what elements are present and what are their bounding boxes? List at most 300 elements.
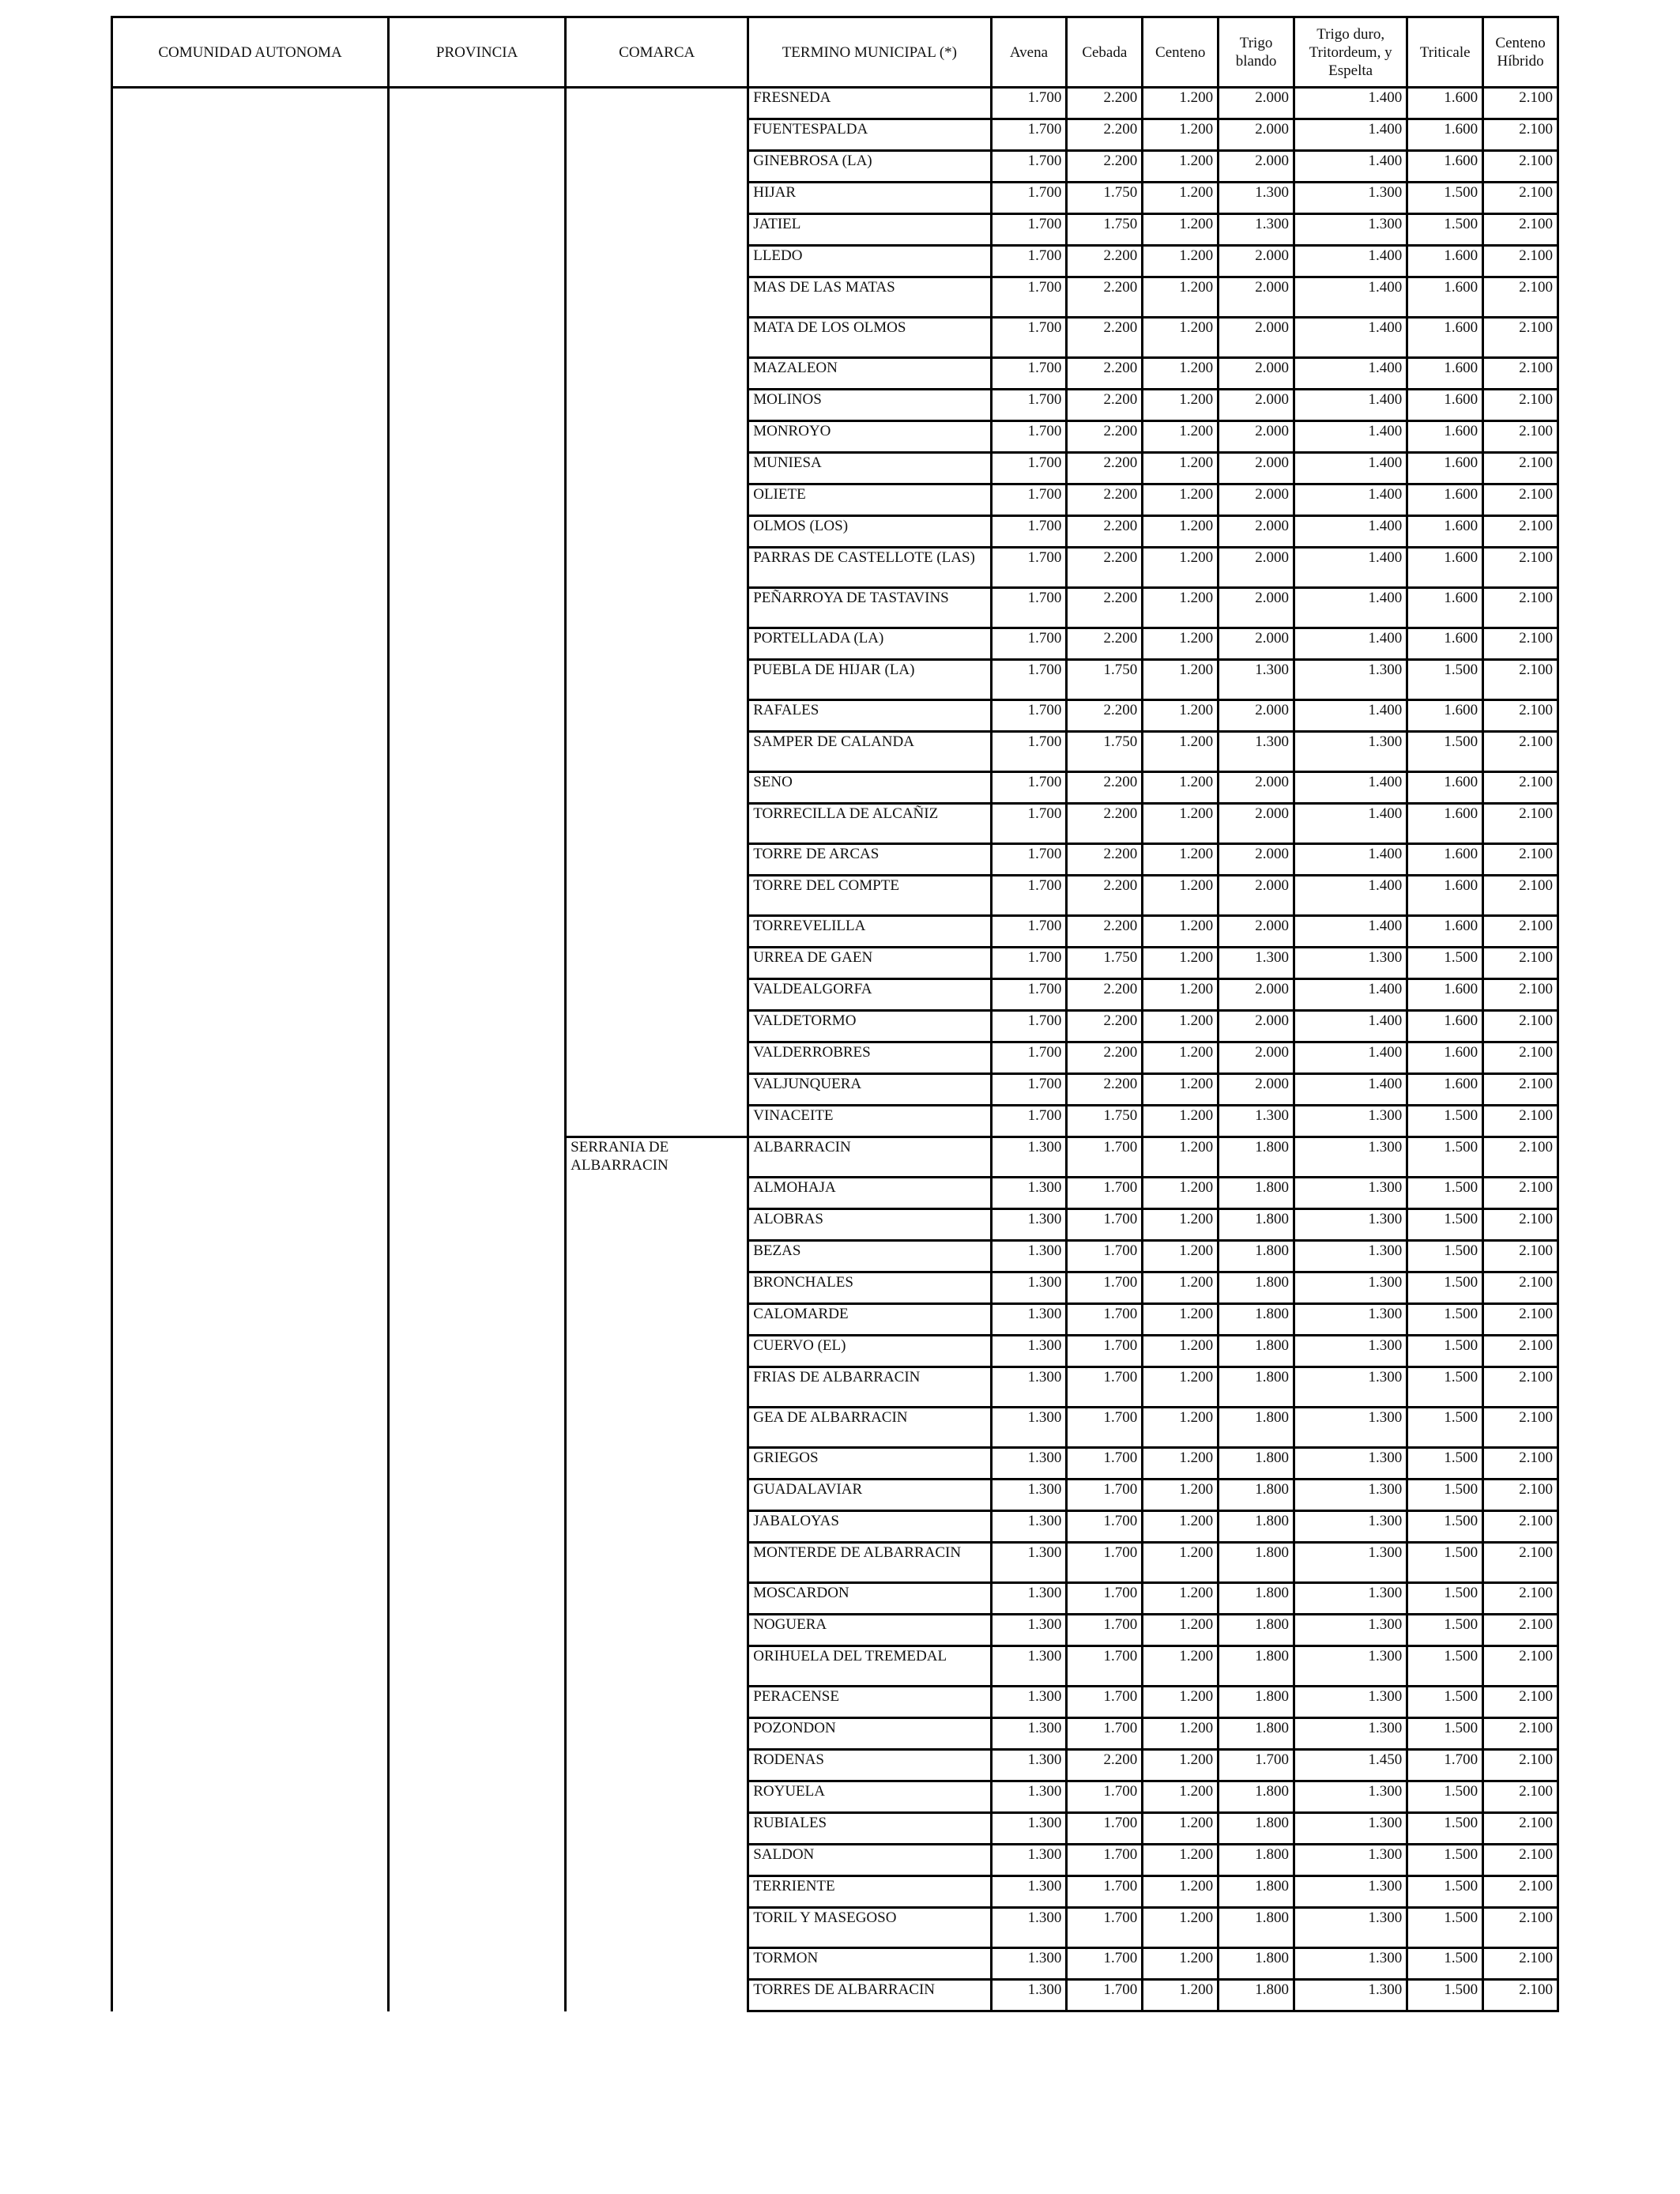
cebada-cell: 1.700: [1067, 1876, 1143, 1908]
municipio-cell: ALOBRAS: [748, 1209, 991, 1241]
centeno-hibrido-cell: 2.100: [1483, 772, 1558, 804]
trigo-duro-cell: 1.300: [1294, 948, 1407, 979]
centeno-hibrido-cell: 2.100: [1483, 183, 1558, 214]
trigo-blando-cell: 2.000: [1219, 516, 1294, 548]
municipio-cell: MUNIESA: [748, 453, 991, 484]
comarca-cell: SERRANIA DE ALBARRACIN: [566, 1137, 748, 2011]
centeno-cell: 1.200: [1143, 119, 1219, 151]
cebada-cell: 2.200: [1067, 979, 1143, 1011]
centeno-cell: 1.200: [1143, 548, 1219, 588]
centeno-cell: 1.200: [1143, 1908, 1219, 1948]
trigo-duro-cell: 1.300: [1294, 1583, 1407, 1615]
header-avena: Avena: [991, 17, 1067, 88]
centeno-hibrido-cell: 2.100: [1483, 1687, 1558, 1718]
triticale-cell: 1.500: [1407, 660, 1483, 700]
cebada-cell: 2.200: [1067, 516, 1143, 548]
trigo-blando-cell: 1.800: [1219, 1241, 1294, 1272]
cebada-cell: 2.200: [1067, 1042, 1143, 1074]
trigo-blando-cell: 2.000: [1219, 700, 1294, 732]
trigo-duro-cell: 1.400: [1294, 318, 1407, 358]
triticale-cell: 1.500: [1407, 1408, 1483, 1448]
triticale-cell: 1.500: [1407, 1980, 1483, 2011]
trigo-blando-cell: 1.800: [1219, 1367, 1294, 1408]
avena-cell: 1.700: [991, 772, 1067, 804]
cebada-cell: 1.700: [1067, 1480, 1143, 1511]
triticale-cell: 1.600: [1407, 390, 1483, 421]
cebada-cell: 1.700: [1067, 1781, 1143, 1813]
triticale-cell: 1.500: [1407, 1615, 1483, 1646]
centeno-cell: 1.200: [1143, 1543, 1219, 1583]
triticale-cell: 1.600: [1407, 588, 1483, 628]
centeno-hibrido-cell: 2.100: [1483, 916, 1558, 948]
centeno-hibrido-cell: 2.100: [1483, 318, 1558, 358]
cebada-cell: 1.700: [1067, 1367, 1143, 1408]
trigo-blando-cell: 2.000: [1219, 453, 1294, 484]
avena-cell: 1.300: [991, 1750, 1067, 1781]
trigo-blando-cell: 2.000: [1219, 548, 1294, 588]
municipio-cell: GINEBROSA (LA): [748, 151, 991, 183]
centeno-hibrido-cell: 2.100: [1483, 1511, 1558, 1543]
municipio-cell: TORREVELILLA: [748, 916, 991, 948]
centeno-hibrido-cell: 2.100: [1483, 1137, 1558, 1178]
centeno-cell: 1.200: [1143, 1304, 1219, 1336]
trigo-blando-cell: 2.000: [1219, 804, 1294, 844]
trigo-blando-cell: 2.000: [1219, 876, 1294, 916]
trigo-blando-cell: 1.800: [1219, 1687, 1294, 1718]
municipio-cell: FRESNEDA: [748, 88, 991, 119]
centeno-hibrido-cell: 2.100: [1483, 1272, 1558, 1304]
centeno-hibrido-cell: 2.100: [1483, 1241, 1558, 1272]
municipio-cell: POZONDON: [748, 1718, 991, 1750]
centeno-hibrido-cell: 2.100: [1483, 1646, 1558, 1687]
avena-cell: 1.700: [991, 1106, 1067, 1137]
municipio-cell: GUADALAVIAR: [748, 1480, 991, 1511]
cebada-cell: 1.700: [1067, 1336, 1143, 1367]
avena-cell: 1.300: [991, 1543, 1067, 1583]
avena-cell: 1.300: [991, 1980, 1067, 2011]
municipio-cell: RAFALES: [748, 700, 991, 732]
triticale-cell: 1.500: [1407, 1336, 1483, 1367]
centeno-hibrido-cell: 2.100: [1483, 1178, 1558, 1209]
trigo-blando-cell: 2.000: [1219, 588, 1294, 628]
avena-cell: 1.700: [991, 183, 1067, 214]
centeno-cell: 1.200: [1143, 453, 1219, 484]
centeno-cell: 1.200: [1143, 1209, 1219, 1241]
trigo-blando-cell: 2.000: [1219, 421, 1294, 453]
centeno-cell: 1.200: [1143, 1813, 1219, 1845]
trigo-duro-cell: 1.400: [1294, 844, 1407, 876]
centeno-cell: 1.200: [1143, 1948, 1219, 1980]
triticale-cell: 1.600: [1407, 246, 1483, 277]
trigo-blando-cell: 1.800: [1219, 1908, 1294, 1948]
centeno-cell: 1.200: [1143, 876, 1219, 916]
triticale-cell: 1.600: [1407, 1074, 1483, 1106]
trigo-duro-cell: 1.400: [1294, 1074, 1407, 1106]
avena-cell: 1.300: [991, 1615, 1067, 1646]
triticale-cell: 1.500: [1407, 1137, 1483, 1178]
trigo-duro-cell: 1.300: [1294, 1908, 1407, 1948]
centeno-hibrido-cell: 2.100: [1483, 1336, 1558, 1367]
triticale-cell: 1.500: [1407, 1781, 1483, 1813]
municipio-cell: BRONCHALES: [748, 1272, 991, 1304]
triticale-cell: 1.500: [1407, 1908, 1483, 1948]
cebada-cell: 1.700: [1067, 1813, 1143, 1845]
trigo-blando-cell: 1.800: [1219, 1209, 1294, 1241]
triticale-cell: 1.500: [1407, 732, 1483, 772]
header-comunidad: COMUNIDAD AUTONOMA: [112, 17, 389, 88]
cebada-cell: 1.700: [1067, 1615, 1143, 1646]
comunidad-cell: [112, 88, 389, 2011]
trigo-blando-cell: 2.000: [1219, 1074, 1294, 1106]
triticale-cell: 1.600: [1407, 876, 1483, 916]
triticale-cell: 1.500: [1407, 1209, 1483, 1241]
centeno-cell: 1.200: [1143, 660, 1219, 700]
centeno-hibrido-cell: 2.100: [1483, 453, 1558, 484]
cebada-cell: 2.200: [1067, 277, 1143, 318]
trigo-blando-cell: 1.800: [1219, 1980, 1294, 2011]
municipio-cell: RODENAS: [748, 1750, 991, 1781]
municipio-cell: TORRECILLA DE ALCAÑIZ: [748, 804, 991, 844]
avena-cell: 1.300: [991, 1687, 1067, 1718]
trigo-blando-cell: 2.000: [1219, 246, 1294, 277]
trigo-blando-cell: 1.800: [1219, 1272, 1294, 1304]
cebada-cell: 2.200: [1067, 484, 1143, 516]
centeno-cell: 1.200: [1143, 1367, 1219, 1408]
yield-table: [111, 16, 1559, 2012]
provincia-cell: [389, 88, 566, 2011]
centeno-hibrido-cell: 2.100: [1483, 1813, 1558, 1845]
trigo-duro-cell: 1.300: [1294, 660, 1407, 700]
trigo-blando-cell: 1.800: [1219, 1448, 1294, 1480]
centeno-cell: 1.200: [1143, 1336, 1219, 1367]
triticale-cell: 1.500: [1407, 1876, 1483, 1908]
trigo-blando-cell: 2.000: [1219, 1011, 1294, 1042]
centeno-cell: 1.200: [1143, 948, 1219, 979]
trigo-duro-cell: 1.300: [1294, 1980, 1407, 2011]
triticale-cell: 1.500: [1407, 1718, 1483, 1750]
cebada-cell: 1.700: [1067, 1948, 1143, 1980]
trigo-duro-cell: 1.400: [1294, 390, 1407, 421]
centeno-hibrido-cell: 2.100: [1483, 1750, 1558, 1781]
trigo-blando-cell: 2.000: [1219, 390, 1294, 421]
centeno-cell: 1.200: [1143, 1408, 1219, 1448]
centeno-cell: 1.200: [1143, 1137, 1219, 1178]
cebada-cell: 2.200: [1067, 358, 1143, 390]
trigo-duro-cell: 1.300: [1294, 1241, 1407, 1272]
centeno-cell: 1.200: [1143, 277, 1219, 318]
avena-cell: 1.700: [991, 844, 1067, 876]
triticale-cell: 1.600: [1407, 1042, 1483, 1074]
centeno-hibrido-cell: 2.100: [1483, 151, 1558, 183]
centeno-hibrido-cell: 2.100: [1483, 390, 1558, 421]
trigo-duro-cell: 1.300: [1294, 1106, 1407, 1137]
avena-cell: 1.700: [991, 516, 1067, 548]
trigo-duro-cell: 1.400: [1294, 151, 1407, 183]
municipio-cell: VALDEALGORFA: [748, 979, 991, 1011]
avena-cell: 1.700: [991, 453, 1067, 484]
centeno-cell: 1.200: [1143, 1750, 1219, 1781]
municipio-cell: RUBIALES: [748, 1813, 991, 1845]
cebada-cell: 2.200: [1067, 876, 1143, 916]
cebada-cell: 1.750: [1067, 948, 1143, 979]
centeno-hibrido-cell: 2.100: [1483, 358, 1558, 390]
trigo-blando-cell: 1.800: [1219, 1948, 1294, 1980]
trigo-blando-cell: 2.000: [1219, 318, 1294, 358]
triticale-cell: 1.600: [1407, 844, 1483, 876]
trigo-duro-cell: 1.400: [1294, 421, 1407, 453]
municipio-cell: ALMOHAJA: [748, 1178, 991, 1209]
avena-cell: 1.300: [991, 1408, 1067, 1448]
trigo-duro-cell: 1.400: [1294, 979, 1407, 1011]
trigo-blando-cell: 1.800: [1219, 1845, 1294, 1876]
centeno-hibrido-cell: 2.100: [1483, 484, 1558, 516]
trigo-blando-cell: 1.300: [1219, 732, 1294, 772]
cebada-cell: 2.200: [1067, 1011, 1143, 1042]
trigo-blando-cell: 1.800: [1219, 1511, 1294, 1543]
municipio-cell: TORRES DE ALBARRACIN: [748, 1980, 991, 2011]
centeno-cell: 1.200: [1143, 1074, 1219, 1106]
cebada-cell: 2.200: [1067, 88, 1143, 119]
municipio-cell: PEÑARROYA DE TASTAVINS: [748, 588, 991, 628]
municipio-cell: TORRE DE ARCAS: [748, 844, 991, 876]
cebada-cell: 1.700: [1067, 1718, 1143, 1750]
cebada-cell: 1.700: [1067, 1304, 1143, 1336]
trigo-blando-cell: 1.700: [1219, 1750, 1294, 1781]
triticale-cell: 1.500: [1407, 1272, 1483, 1304]
triticale-cell: 1.500: [1407, 1583, 1483, 1615]
avena-cell: 1.700: [991, 214, 1067, 246]
trigo-duro-cell: 1.400: [1294, 876, 1407, 916]
municipio-cell: MOSCARDON: [748, 1583, 991, 1615]
municipio-cell: OLIETE: [748, 484, 991, 516]
table-body: [112, 88, 1558, 2011]
cebada-cell: 2.200: [1067, 804, 1143, 844]
centeno-cell: 1.200: [1143, 1781, 1219, 1813]
municipio-cell: GEA DE ALBARRACIN: [748, 1408, 991, 1448]
trigo-blando-cell: 1.800: [1219, 1137, 1294, 1178]
centeno-cell: 1.200: [1143, 1011, 1219, 1042]
centeno-hibrido-cell: 2.100: [1483, 214, 1558, 246]
municipio-cell: ORIHUELA DEL TREMEDAL: [748, 1646, 991, 1687]
trigo-blando-cell: 2.000: [1219, 1042, 1294, 1074]
municipio-cell: MAZALEON: [748, 358, 991, 390]
cebada-cell: 2.200: [1067, 318, 1143, 358]
triticale-cell: 1.600: [1407, 916, 1483, 948]
cebada-cell: 1.750: [1067, 214, 1143, 246]
trigo-blando-cell: 2.000: [1219, 88, 1294, 119]
trigo-blando-cell: 1.800: [1219, 1336, 1294, 1367]
centeno-hibrido-cell: 2.100: [1483, 844, 1558, 876]
municipio-cell: PARRAS DE CASTELLOTE (LAS): [748, 548, 991, 588]
centeno-cell: 1.200: [1143, 844, 1219, 876]
triticale-cell: 1.500: [1407, 1948, 1483, 1980]
centeno-cell: 1.200: [1143, 804, 1219, 844]
avena-cell: 1.700: [991, 390, 1067, 421]
centeno-hibrido-cell: 2.100: [1483, 1908, 1558, 1948]
avena-cell: 1.700: [991, 876, 1067, 916]
avena-cell: 1.700: [991, 732, 1067, 772]
centeno-cell: 1.200: [1143, 1042, 1219, 1074]
trigo-duro-cell: 1.400: [1294, 700, 1407, 732]
triticale-cell: 1.500: [1407, 183, 1483, 214]
municipio-cell: TORIL Y MASEGOSO: [748, 1908, 991, 1948]
avena-cell: 1.300: [991, 1137, 1067, 1178]
trigo-duro-cell: 1.300: [1294, 732, 1407, 772]
cebada-cell: 1.700: [1067, 1137, 1143, 1178]
trigo-duro-cell: 1.400: [1294, 484, 1407, 516]
cebada-cell: 1.700: [1067, 1511, 1143, 1543]
trigo-duro-cell: 1.450: [1294, 1750, 1407, 1781]
centeno-cell: 1.200: [1143, 916, 1219, 948]
triticale-cell: 1.600: [1407, 804, 1483, 844]
avena-cell: 1.300: [991, 1511, 1067, 1543]
centeno-hibrido-cell: 2.100: [1483, 1209, 1558, 1241]
centeno-hibrido-cell: 2.100: [1483, 1718, 1558, 1750]
centeno-hibrido-cell: 2.100: [1483, 1042, 1558, 1074]
centeno-cell: 1.200: [1143, 1845, 1219, 1876]
centeno-cell: 1.200: [1143, 1980, 1219, 2011]
centeno-cell: 1.200: [1143, 1241, 1219, 1272]
cebada-cell: 2.200: [1067, 916, 1143, 948]
trigo-blando-cell: 2.000: [1219, 628, 1294, 660]
centeno-cell: 1.200: [1143, 318, 1219, 358]
centeno-cell: 1.200: [1143, 700, 1219, 732]
trigo-duro-cell: 1.300: [1294, 1543, 1407, 1583]
centeno-cell: 1.200: [1143, 151, 1219, 183]
triticale-cell: 1.500: [1407, 1511, 1483, 1543]
centeno-hibrido-cell: 2.100: [1483, 1074, 1558, 1106]
triticale-cell: 1.500: [1407, 1687, 1483, 1718]
trigo-duro-cell: 1.400: [1294, 358, 1407, 390]
avena-cell: 1.300: [991, 1781, 1067, 1813]
triticale-cell: 1.600: [1407, 88, 1483, 119]
avena-cell: 1.700: [991, 628, 1067, 660]
cebada-cell: 2.200: [1067, 588, 1143, 628]
centeno-hibrido-cell: 2.100: [1483, 1876, 1558, 1908]
avena-cell: 1.700: [991, 358, 1067, 390]
centeno-cell: 1.200: [1143, 214, 1219, 246]
trigo-blando-cell: 1.800: [1219, 1543, 1294, 1583]
cebada-cell: 2.200: [1067, 246, 1143, 277]
cebada-cell: 1.700: [1067, 1980, 1143, 2011]
municipio-cell: VINACEITE: [748, 1106, 991, 1137]
avena-cell: 1.700: [991, 151, 1067, 183]
centeno-hibrido-cell: 2.100: [1483, 1543, 1558, 1583]
trigo-duro-cell: 1.400: [1294, 916, 1407, 948]
cebada-cell: 1.750: [1067, 183, 1143, 214]
centeno-cell: 1.200: [1143, 88, 1219, 119]
avena-cell: 1.300: [991, 1448, 1067, 1480]
triticale-cell: 1.600: [1407, 979, 1483, 1011]
centeno-hibrido-cell: 2.100: [1483, 1615, 1558, 1646]
municipio-cell: FRIAS DE ALBARRACIN: [748, 1367, 991, 1408]
trigo-duro-cell: 1.300: [1294, 1646, 1407, 1687]
avena-cell: 1.300: [991, 1272, 1067, 1304]
centeno-cell: 1.200: [1143, 390, 1219, 421]
trigo-blando-cell: 1.800: [1219, 1646, 1294, 1687]
triticale-cell: 1.600: [1407, 516, 1483, 548]
trigo-duro-cell: 1.400: [1294, 88, 1407, 119]
header-triticale: Triticale: [1407, 17, 1483, 88]
trigo-blando-cell: 2.000: [1219, 277, 1294, 318]
avena-cell: 1.300: [991, 1876, 1067, 1908]
triticale-cell: 1.500: [1407, 1646, 1483, 1687]
comarca-cell: [566, 88, 748, 1137]
header-cebada: Cebada: [1067, 17, 1143, 88]
municipio-cell: MONROYO: [748, 421, 991, 453]
triticale-cell: 1.600: [1407, 484, 1483, 516]
avena-cell: 1.300: [991, 1908, 1067, 1948]
triticale-cell: 1.500: [1407, 1178, 1483, 1209]
cebada-cell: 2.200: [1067, 548, 1143, 588]
triticale-cell: 1.600: [1407, 628, 1483, 660]
triticale-cell: 1.500: [1407, 1845, 1483, 1876]
trigo-blando-cell: 1.800: [1219, 1408, 1294, 1448]
trigo-duro-cell: 1.400: [1294, 588, 1407, 628]
avena-cell: 1.300: [991, 1845, 1067, 1876]
municipio-cell: MONTERDE DE ALBARRACIN: [748, 1543, 991, 1583]
centeno-hibrido-cell: 2.100: [1483, 1480, 1558, 1511]
centeno-hibrido-cell: 2.100: [1483, 1583, 1558, 1615]
centeno-hibrido-cell: 2.100: [1483, 88, 1558, 119]
municipio-cell: URREA DE GAEN: [748, 948, 991, 979]
avena-cell: 1.700: [991, 119, 1067, 151]
trigo-blando-cell: 1.300: [1219, 183, 1294, 214]
trigo-blando-cell: 2.000: [1219, 916, 1294, 948]
centeno-cell: 1.200: [1143, 1511, 1219, 1543]
centeno-cell: 1.200: [1143, 484, 1219, 516]
centeno-hibrido-cell: 2.100: [1483, 700, 1558, 732]
avena-cell: 1.700: [991, 277, 1067, 318]
municipio-cell: VALDERROBRES: [748, 1042, 991, 1074]
cebada-cell: 1.700: [1067, 1646, 1143, 1687]
centeno-cell: 1.200: [1143, 1687, 1219, 1718]
cebada-cell: 2.200: [1067, 151, 1143, 183]
municipio-cell: PERACENSE: [748, 1687, 991, 1718]
triticale-cell: 1.600: [1407, 772, 1483, 804]
municipio-cell: GRIEGOS: [748, 1448, 991, 1480]
centeno-hibrido-cell: 2.100: [1483, 1781, 1558, 1813]
municipio-cell: JABALOYAS: [748, 1511, 991, 1543]
trigo-blando-cell: 2.000: [1219, 151, 1294, 183]
municipio-cell: VALJUNQUERA: [748, 1074, 991, 1106]
municipio-cell: ALBARRACIN: [748, 1137, 991, 1178]
cebada-cell: 1.700: [1067, 1178, 1143, 1209]
triticale-cell: 1.600: [1407, 548, 1483, 588]
municipio-cell: MATA DE LOS OLMOS: [748, 318, 991, 358]
centeno-cell: 1.200: [1143, 772, 1219, 804]
avena-cell: 1.300: [991, 1813, 1067, 1845]
trigo-duro-cell: 1.400: [1294, 548, 1407, 588]
avena-cell: 1.700: [991, 979, 1067, 1011]
avena-cell: 1.700: [991, 1042, 1067, 1074]
trigo-blando-cell: 1.800: [1219, 1781, 1294, 1813]
triticale-cell: 1.500: [1407, 1304, 1483, 1336]
centeno-cell: 1.200: [1143, 732, 1219, 772]
cebada-cell: 1.750: [1067, 1106, 1143, 1137]
trigo-duro-cell: 1.300: [1294, 214, 1407, 246]
triticale-cell: 1.500: [1407, 948, 1483, 979]
avena-cell: 1.700: [991, 88, 1067, 119]
header-comarca: COMARCA: [566, 17, 748, 88]
trigo-blando-cell: 2.000: [1219, 484, 1294, 516]
avena-cell: 1.300: [991, 1646, 1067, 1687]
trigo-blando-cell: 1.300: [1219, 1106, 1294, 1137]
cebada-cell: 1.700: [1067, 1241, 1143, 1272]
avena-cell: 1.700: [991, 246, 1067, 277]
avena-cell: 1.700: [991, 916, 1067, 948]
municipio-cell: VALDETORMO: [748, 1011, 991, 1042]
